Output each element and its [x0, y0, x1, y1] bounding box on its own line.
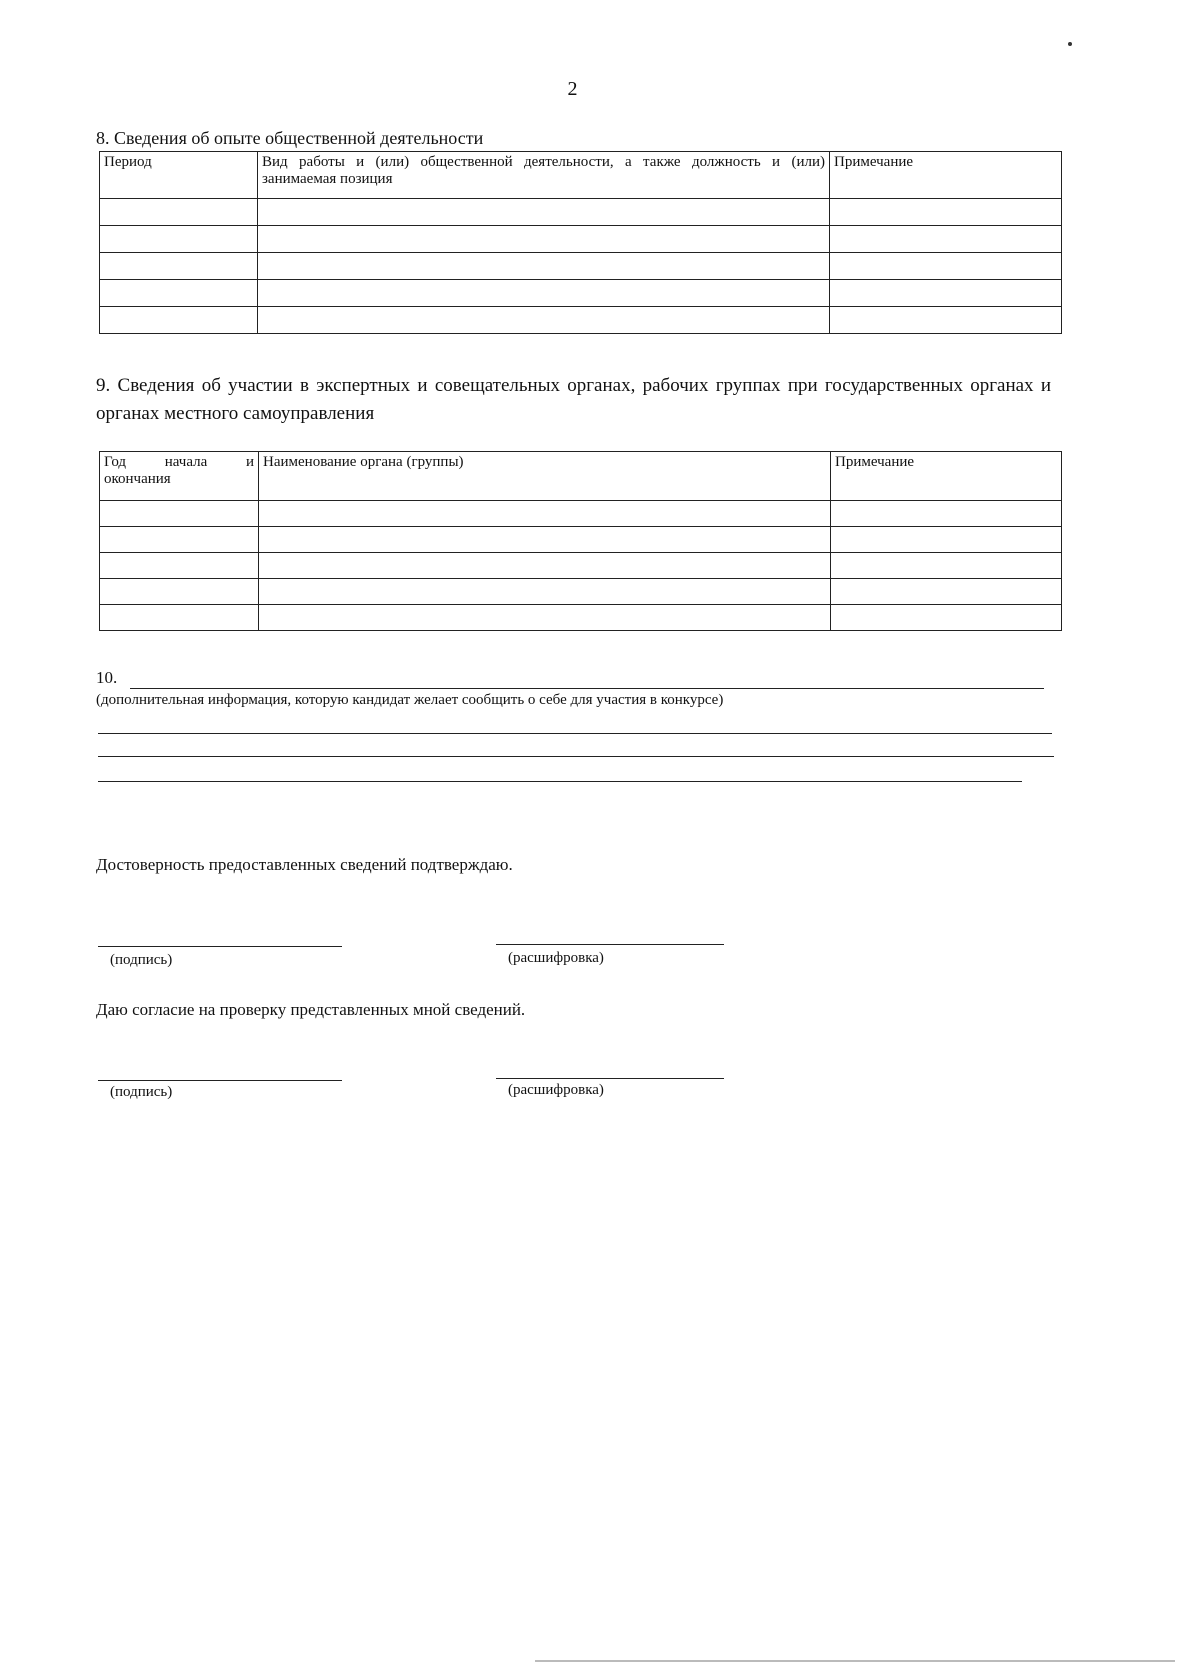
table-cell[interactable]: [830, 226, 1062, 253]
table-row[interactable]: [100, 527, 1062, 553]
table-cell[interactable]: [100, 253, 258, 280]
transcript-label: (расшифровка): [508, 950, 604, 966]
table-row[interactable]: [100, 579, 1062, 605]
table-cell[interactable]: [258, 253, 830, 280]
table-row[interactable]: [100, 605, 1062, 631]
table-cell[interactable]: [831, 605, 1062, 631]
consent-statement: Даю согласие на проверку представленных мной сведений.: [96, 1000, 526, 1019]
section-9-table: [99, 451, 1062, 631]
table-cell[interactable]: [831, 527, 1062, 553]
table-cell[interactable]: [831, 501, 1062, 527]
table-cell[interactable]: [100, 527, 259, 553]
transcript-line[interactable]: [496, 1078, 724, 1079]
additional-info-line[interactable]: [98, 733, 1052, 734]
transcript-label: (расшифровка): [508, 1082, 604, 1098]
table-row[interactable]: [100, 253, 1062, 280]
table-cell[interactable]: [259, 501, 831, 527]
section-10-number: 10.: [96, 668, 118, 687]
table-cell[interactable]: [100, 226, 258, 253]
table-cell[interactable]: [831, 579, 1062, 605]
table-row[interactable]: [100, 226, 1062, 253]
table-row[interactable]: [100, 199, 1062, 226]
table-cell[interactable]: [100, 553, 259, 579]
table-row[interactable]: [100, 307, 1062, 334]
table-cell[interactable]: [100, 307, 258, 334]
column-header-note: Примечание: [830, 152, 1062, 199]
column-header-years: Год начала и окончания: [100, 452, 259, 501]
column-header-note: Примечание: [831, 452, 1062, 501]
table-cell[interactable]: [100, 199, 258, 226]
table-row[interactable]: [100, 501, 1062, 527]
table-row[interactable]: [100, 280, 1062, 307]
scan-speck: [1068, 42, 1072, 46]
table-cell[interactable]: [830, 199, 1062, 226]
scan-edge: [535, 1660, 1175, 1662]
table-cell[interactable]: [100, 605, 259, 631]
table-cell[interactable]: [259, 579, 831, 605]
table-cell[interactable]: [258, 307, 830, 334]
table-cell[interactable]: [100, 501, 259, 527]
table-cell[interactable]: [259, 605, 831, 631]
table-cell[interactable]: [830, 307, 1062, 334]
section-8-table: [99, 151, 1062, 334]
table-cell[interactable]: [830, 280, 1062, 307]
table-cell[interactable]: [831, 553, 1062, 579]
additional-info-line[interactable]: [98, 756, 1054, 757]
table-row[interactable]: [100, 553, 1062, 579]
page-number: 2: [567, 78, 578, 100]
table-cell[interactable]: [100, 579, 259, 605]
section-10-caption: (дополнительная информация, которую кандидат желает сообщить о себе для участия в конкурсе): [96, 692, 724, 708]
table-cell[interactable]: [258, 226, 830, 253]
column-header-body-name: Наименование органа (группы): [259, 452, 831, 501]
column-header-activity: Вид работы и (или) общественной деятельности, а также должность и (или) занимаемая позиция: [258, 152, 830, 199]
section-10-fill-line[interactable]: [130, 688, 1044, 689]
table-cell[interactable]: [259, 553, 831, 579]
additional-info-line[interactable]: [98, 781, 1022, 782]
transcript-line[interactable]: [496, 944, 724, 945]
table-cell[interactable]: [830, 253, 1062, 280]
signature-label: (подпись): [110, 1084, 173, 1100]
table-cell[interactable]: [258, 199, 830, 226]
table-cell[interactable]: [100, 280, 258, 307]
signature-line[interactable]: [98, 1080, 342, 1081]
confirmation-statement: Достоверность предоставленных сведений подтверждаю.: [96, 855, 513, 874]
section-9-title: 9. Сведения об участии в экспертных и совещательных органах, рабочих группах при государственных органах и органах местного самоуправления: [96, 375, 1051, 424]
table-cell[interactable]: [258, 280, 830, 307]
table-header-row: [100, 452, 1062, 501]
section-8-title: 8. Сведения об опыте общественной деятельности: [96, 128, 484, 148]
signature-label: (подпись): [110, 952, 173, 968]
signature-line[interactable]: [98, 946, 342, 947]
column-header-period: Период: [100, 152, 258, 199]
table-header-row: [100, 152, 1062, 199]
table-cell[interactable]: [259, 527, 831, 553]
